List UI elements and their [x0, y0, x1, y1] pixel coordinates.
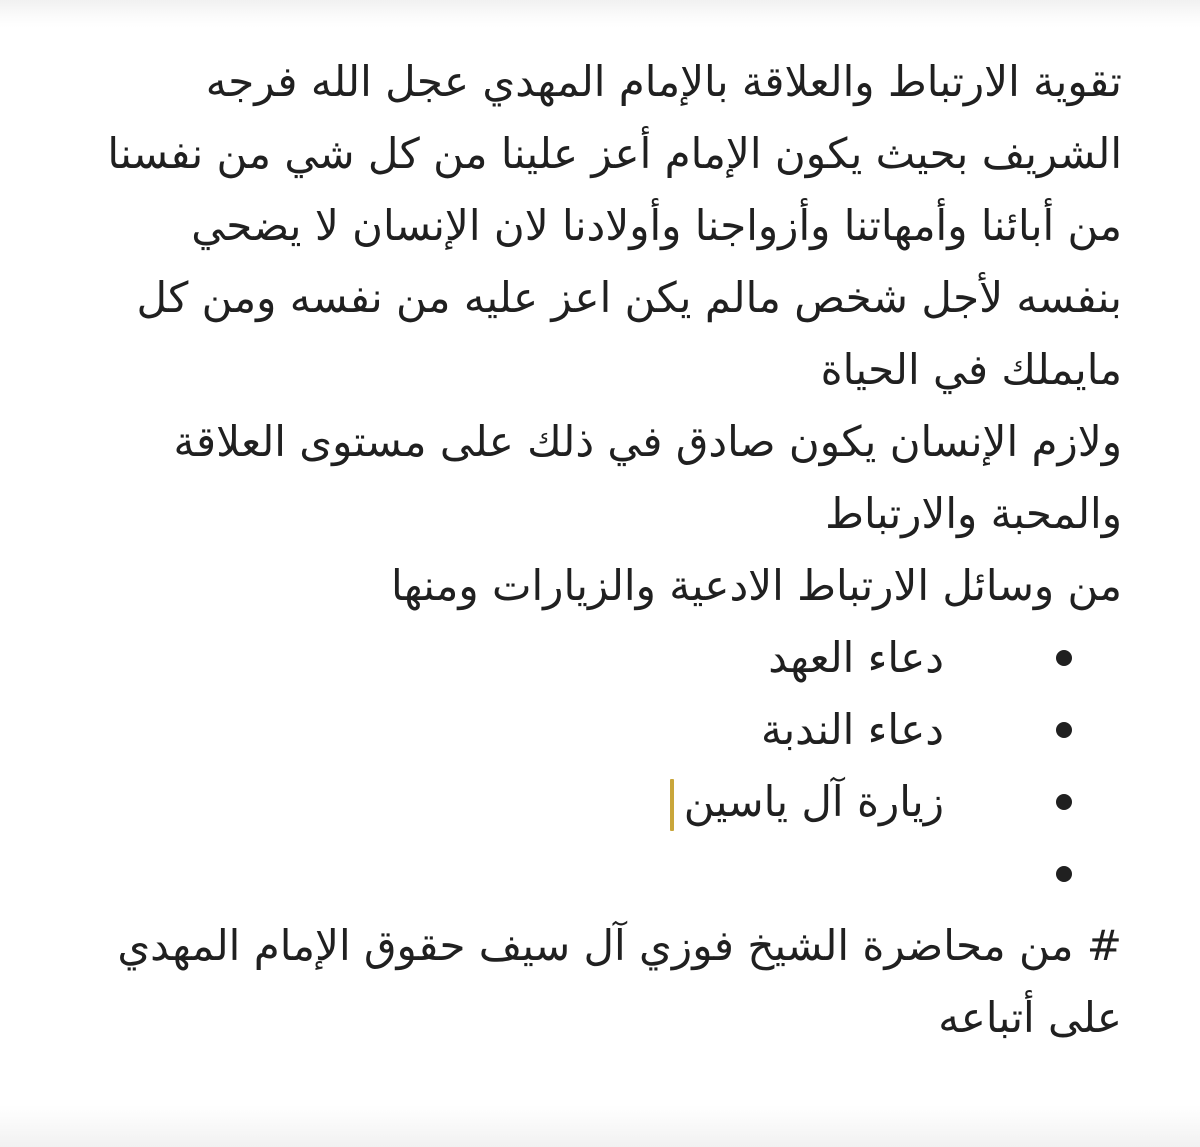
bullet-dot-icon	[1056, 650, 1072, 666]
bullet-item-empty	[80, 838, 1122, 910]
bullet-item-yasin	[80, 766, 1122, 838]
bullet-dot-icon	[1056, 866, 1072, 882]
paragraph-means: من وسائل الارتباط الادعية والزيارات ومنها	[391, 561, 1122, 610]
top-fade	[0, 0, 1200, 28]
note-editor[interactable]	[80, 46, 1122, 1054]
bullet-dot-icon	[1056, 722, 1072, 738]
bullet-text-ahd: دعاء العهد	[768, 633, 944, 682]
bullet-list	[80, 622, 1122, 910]
paragraph-truthfulness: ولازم الإنسان يكون صادق في ذلك على مستوى العلاقة والمحبة والارتباط	[173, 417, 1122, 538]
paragraph-main: تقوية الارتباط والعلاقة بالإمام المهدي عجل الله فرجه الشريف بحيث يكون الإمام أعز علينا من كل شي من نفسنا من أبائنا وأمهاتنا وأزواجنا وأولادنا لان الإنسان لا يضحي بنفسه لأجل شخص مالم يكن اعز عليه من نفسه ومن كل مايملك في الحياة	[107, 57, 1122, 394]
bullet-dot-icon	[1056, 794, 1072, 810]
bullet-text-yasin: زيارة آل ياسين	[683, 777, 944, 826]
text-cursor	[670, 779, 674, 831]
bottom-fade	[0, 1105, 1200, 1147]
bullet-text-nudba: دعاء الندبة	[760, 705, 944, 754]
bullet-item-nudba	[80, 694, 1122, 766]
source-note: # من محاضرة الشيخ فوزي آل سيف حقوق الإمام المهدي على أتباعه	[117, 921, 1122, 1042]
bullet-item-ahd	[80, 622, 1122, 694]
